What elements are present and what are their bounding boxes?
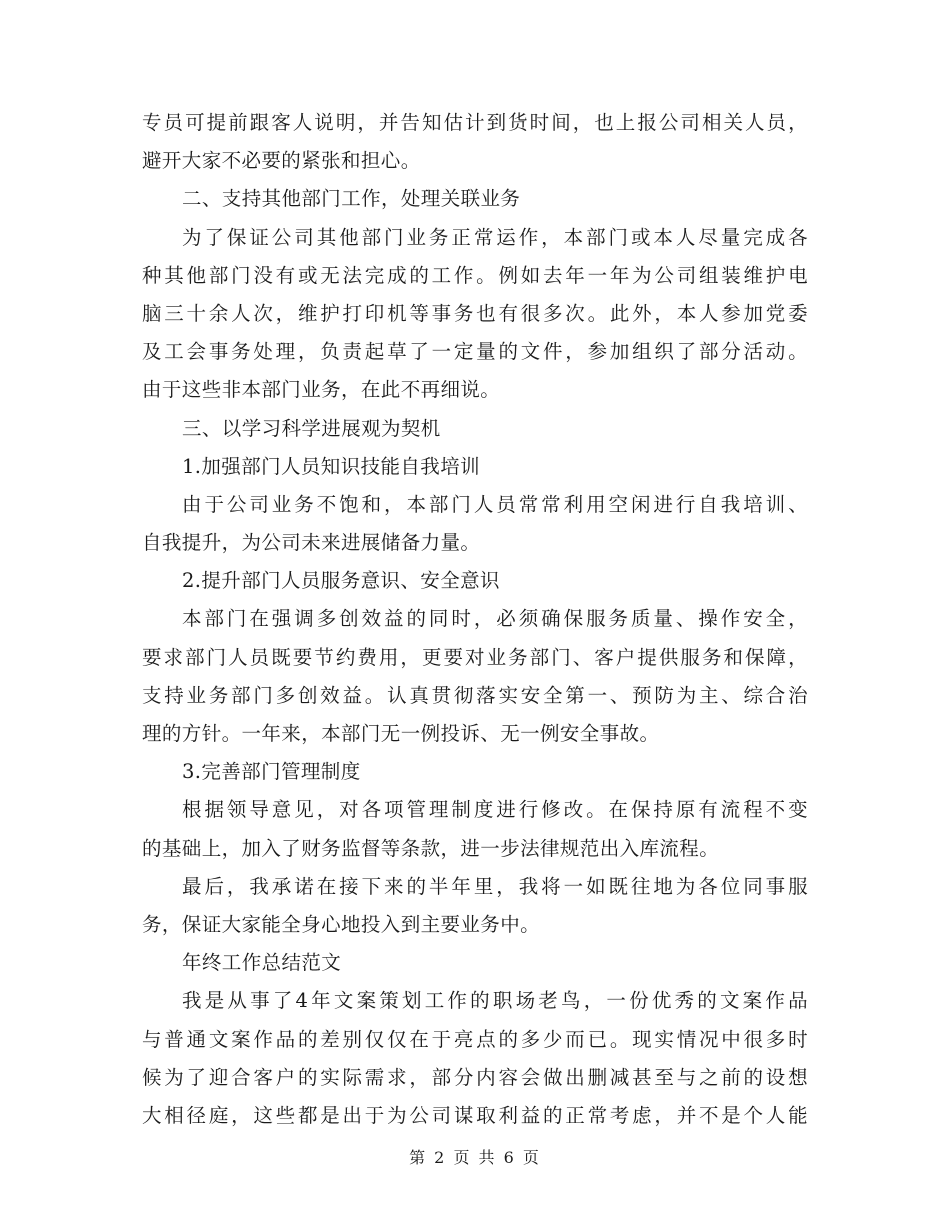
subsection-heading: 1.加强部门人员知识技能自我培训 [182, 454, 481, 478]
text-line: 大相径庭，这些都是出于为公司谋取利益的正常考虑，并不是个人能 [142, 1103, 808, 1127]
text-line: 脑三十余人次，维护打印机等事务也有很多次。此外，本人参加党委 [142, 301, 808, 325]
text-line: 由于这些非本部门业务，在此不再细说。 [142, 378, 501, 402]
text-line: 理的方针。一年来，本部门无一例投诉、无一例安全事故。 [142, 722, 660, 745]
text-line: 种其他部门没有或无法完成的工作。例如去年一年为公司组装维护电 [142, 263, 808, 287]
text-line: 候为了迎合客户的实际需求，部分内容会做出删减甚至与之前的设想 [142, 1065, 808, 1089]
article-title: 年终工作总结范文 [182, 951, 342, 975]
text-line: 本部门在强调多创效益的同时，必须确保服务质量、操作安全， [182, 607, 808, 631]
text-line: 为了保证公司其他部门业务正常运作，本部门或本人尽量完成各 [182, 225, 808, 249]
text-line: 避开大家不必要的紧张和担心。 [142, 149, 421, 173]
text-line: 自我提升，为公司未来进展储备力量。 [142, 531, 481, 555]
text-line: 最后，我承诺在接下来的半年里，我将一如既往地为各位同事服 [182, 874, 808, 898]
text-line: 的基础上，加入了财务监督等条款，进一步法律规范出入库流程。 [142, 836, 720, 860]
text-line: 及工会事务处理，负责起草了一定量的文件，参加组织了部分活动。 [142, 340, 808, 364]
text-line: 支持业务部门多创效益。认真贯彻落实安全第一、预防为主、综合治 [142, 683, 808, 707]
section-heading: 二、支持其他部门工作，处理关联业务 [182, 187, 521, 211]
document-body [142, 104, 808, 1135]
section-heading: 三、以学习科学进展观为契机 [182, 416, 441, 440]
text-line: 我是从事了4年文案策划工作的职场老鸟，一份优秀的文案作品 [182, 989, 808, 1013]
text-line: 由于公司业务不饱和，本部门人员常常利用空闲进行自我培训、 [182, 492, 808, 516]
subsection-heading: 2.提升部门人员服务意识、安全意识 [182, 569, 500, 593]
text-line: 务，保证大家能全身心地投入到主要业务中。 [142, 912, 541, 936]
page-footer [0, 1148, 950, 1168]
page-number: 第 2 页 共 6 页 [409, 1148, 541, 1167]
subsection-heading: 3.完善部门管理制度 [182, 760, 361, 784]
text-line: 要求部门人员既要节约费用，更要对业务部门、客户提供服务和保障， [142, 645, 808, 669]
text-line: 专员可提前跟客人说明，并告知估计到货时间，也上报公司相关人员， [142, 111, 808, 134]
text-line: 根据领导意见，对各项管理制度进行修改。在保持原有流程不变 [182, 798, 808, 822]
text-line: 与普通文案作品的差别仅仅在于亮点的多少而已。现实情况中很多时 [142, 1027, 808, 1051]
